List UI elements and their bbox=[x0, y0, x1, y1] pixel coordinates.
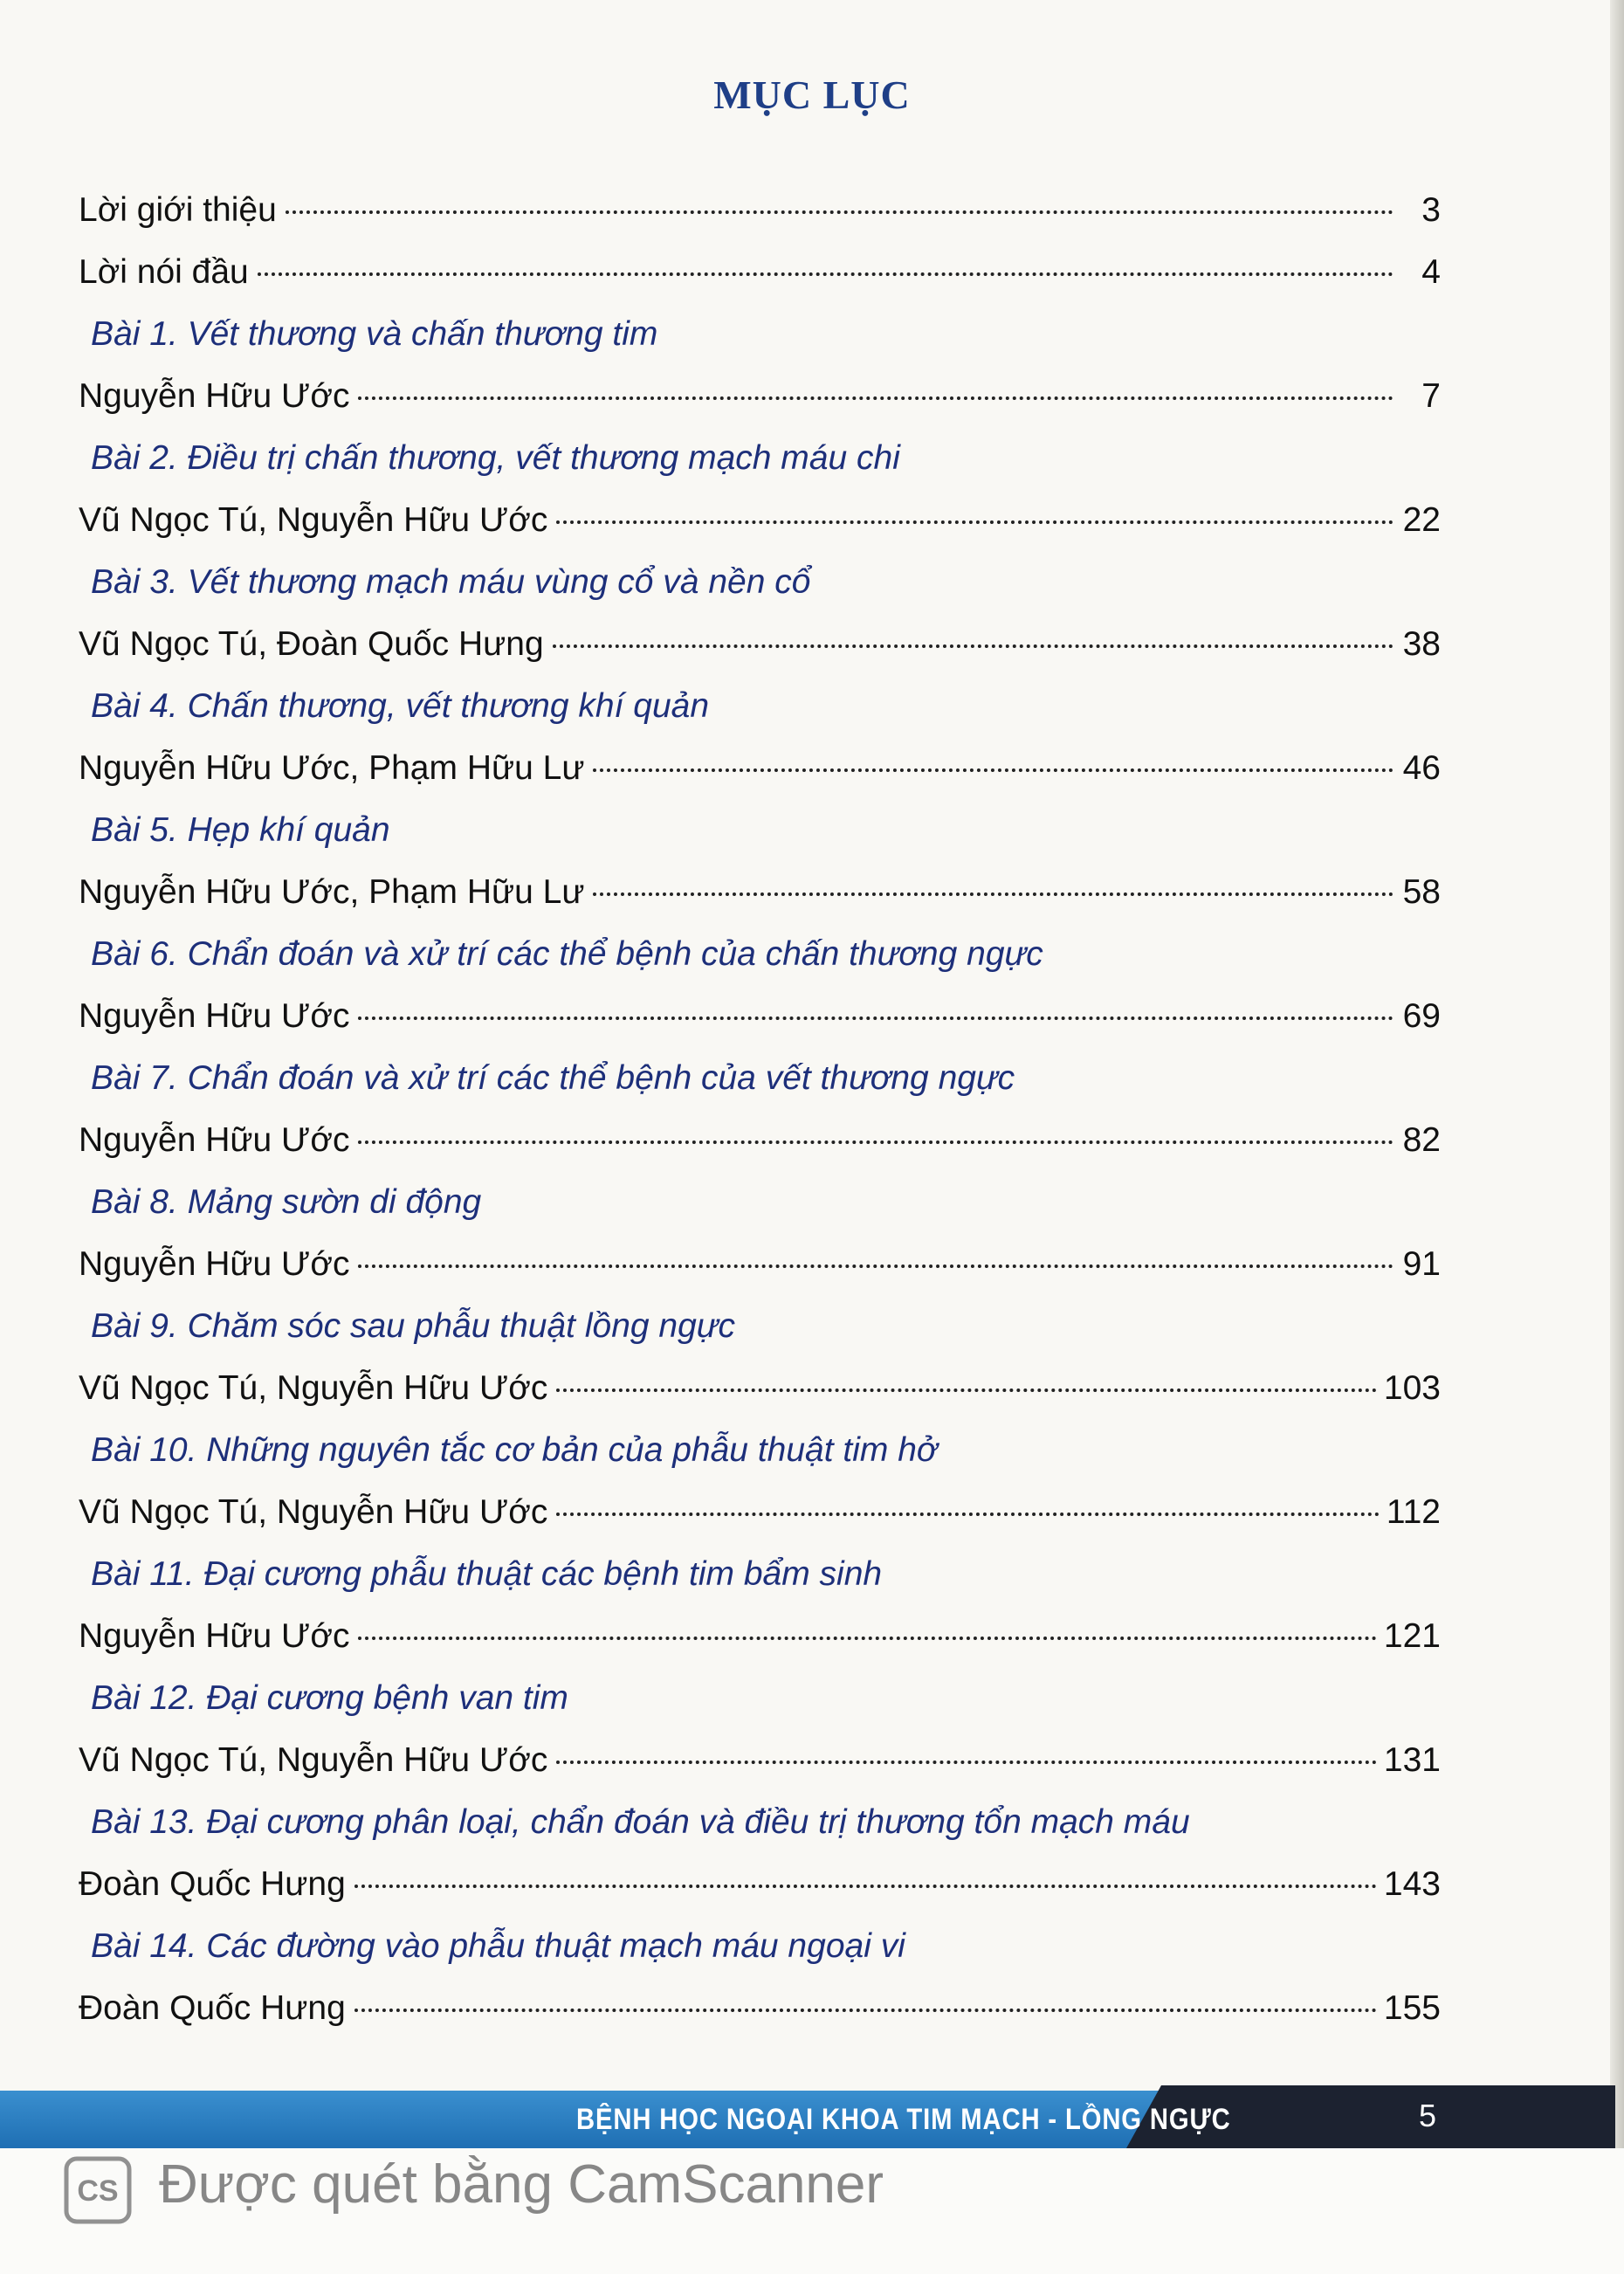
toc-entry-label: Lời giới thiệu bbox=[79, 191, 277, 229]
toc-entry-row bbox=[79, 613, 1441, 675]
dot-leader bbox=[358, 1140, 1393, 1144]
toc-page-number: 4 bbox=[1421, 253, 1441, 291]
camscanner-logo-icon bbox=[63, 2155, 133, 2225]
toc-entry-row bbox=[79, 179, 1441, 241]
toc-entry-label: Nguyễn Hữu Ước, Phạm Hữu Lư bbox=[79, 749, 585, 787]
toc-chapter-row bbox=[79, 1171, 1441, 1233]
toc-entry bbox=[79, 1109, 1441, 1171]
toc-entry-row bbox=[79, 1109, 1441, 1171]
page-edge-shadow bbox=[1610, 0, 1624, 2274]
dot-leader bbox=[358, 1016, 1393, 1020]
toc-entry bbox=[79, 985, 1441, 1047]
dot-leader bbox=[354, 1885, 1377, 1888]
toc-chapter-title: Bài 9. Chăm sóc sau phẫu thuật lồng ngực bbox=[91, 1307, 736, 1345]
toc-chapter-row bbox=[79, 1915, 1441, 1977]
toc-entry bbox=[79, 489, 1441, 551]
toc-chapter-title: Bài 4. Chấn thương, vết thương khí quản bbox=[91, 687, 710, 725]
toc-entry-label: Vũ Ngọc Tú, Đoàn Quốc Hưng bbox=[79, 625, 544, 663]
toc-page-number: 121 bbox=[1383, 1617, 1441, 1655]
page-number: 5 bbox=[1418, 2098, 1437, 2133]
dot-leader bbox=[556, 1513, 1379, 1516]
toc-chapter-title: Bài 5. Hẹp khí quản bbox=[91, 811, 390, 849]
scan-watermark-text: Được quét bằng CamScanner bbox=[159, 2154, 884, 2215]
toc-page-number: 3 bbox=[1421, 191, 1441, 229]
toc-entry-row bbox=[79, 1233, 1441, 1295]
toc-entry-label: Nguyễn Hữu Ước bbox=[79, 997, 350, 1035]
toc-chapter-row bbox=[79, 303, 1441, 365]
toc-page-number: 38 bbox=[1402, 625, 1441, 663]
toc-chapter-title: Bài 12. Đại cương bệnh van tim bbox=[91, 1679, 568, 1717]
toc-chapter-title: Bài 11. Đại cương phẫu thuật các bệnh tim bẩm sinh bbox=[91, 1555, 883, 1593]
toc-chapter-title: Bài 8. Mảng sườn di động bbox=[91, 1183, 482, 1221]
toc-chapter-row bbox=[79, 551, 1441, 613]
toc-entry-row bbox=[79, 1977, 1441, 2039]
toc-chapter-row bbox=[79, 799, 1441, 861]
toc-entry-row bbox=[79, 1481, 1441, 1543]
toc-entry-row bbox=[79, 1853, 1441, 1915]
toc-entry bbox=[79, 241, 1441, 303]
toc-chapter-title: Bài 13. Đại cương phân loại, chẩn đoán và điều trị thương tổn mạch máu bbox=[91, 1803, 1190, 1841]
toc-page-number: 58 bbox=[1402, 873, 1441, 911]
toc-entry bbox=[79, 1233, 1441, 1295]
toc-entry bbox=[79, 1977, 1441, 2039]
dot-leader bbox=[556, 1389, 1377, 1392]
toc-chapter-row bbox=[79, 1791, 1441, 1853]
toc-page-number: 46 bbox=[1402, 749, 1441, 787]
toc-page-number: 69 bbox=[1402, 997, 1441, 1035]
toc-entry-label: Nguyễn Hữu Ước bbox=[79, 377, 350, 415]
dot-leader bbox=[286, 210, 1393, 214]
dot-leader bbox=[553, 644, 1393, 648]
toc-entry-label: Nguyễn Hữu Ước, Phạm Hữu Lư bbox=[79, 873, 585, 911]
dot-leader bbox=[358, 1637, 1376, 1640]
toc-chapter-row bbox=[79, 1419, 1441, 1481]
toc-entry-label: Nguyễn Hữu Ước bbox=[79, 1121, 350, 1159]
toc-entry-row bbox=[79, 1605, 1441, 1667]
toc-entry bbox=[79, 1853, 1441, 1915]
toc-chapter-row bbox=[79, 1543, 1441, 1605]
toc-chapter-row bbox=[79, 675, 1441, 737]
toc-chapter-title: Bài 2. Điều trị chấn thương, vết thương mạch máu chi bbox=[91, 439, 900, 477]
toc-entry-row bbox=[79, 1357, 1441, 1419]
toc-entry-row bbox=[79, 489, 1441, 551]
toc-entry-label: Đoàn Quốc Hưng bbox=[79, 1989, 346, 2027]
toc-page-number: 143 bbox=[1383, 1865, 1441, 1903]
toc-entry bbox=[79, 613, 1441, 675]
toc-page-number: 91 bbox=[1402, 1245, 1441, 1283]
toc-entry bbox=[79, 1605, 1441, 1667]
toc-chapter-row bbox=[79, 1667, 1441, 1729]
toc-chapter-row bbox=[79, 427, 1441, 489]
toc-page-number: 82 bbox=[1402, 1121, 1441, 1159]
dot-leader bbox=[354, 2009, 1377, 2012]
toc-chapter-title: Bài 1. Vết thương và chấn thương tim bbox=[91, 315, 658, 353]
toc-entry-label: Vũ Ngọc Tú, Nguyễn Hữu Ước bbox=[79, 1369, 548, 1407]
dot-leader bbox=[593, 892, 1393, 896]
dot-leader bbox=[556, 520, 1393, 524]
dot-leader bbox=[358, 1264, 1393, 1268]
toc-entry bbox=[79, 365, 1441, 427]
toc-chapter-title: Bài 6. Chẩn đoán và xử trí các thể bệnh của chấn thương ngực bbox=[91, 935, 1043, 973]
toc-entry bbox=[79, 861, 1441, 923]
toc-entry bbox=[79, 179, 1441, 241]
toc-chapter-row bbox=[79, 923, 1441, 985]
toc-entry-label: Vũ Ngọc Tú, Nguyễn Hữu Ước bbox=[79, 1493, 548, 1531]
toc-page-number: 103 bbox=[1383, 1369, 1441, 1407]
toc-entry-row bbox=[79, 861, 1441, 923]
toc-entry-label: Vũ Ngọc Tú, Nguyễn Hữu Ước bbox=[79, 501, 548, 539]
toc-entry bbox=[79, 1481, 1441, 1543]
toc-page-number: 131 bbox=[1383, 1741, 1441, 1779]
toc-page-number: 7 bbox=[1421, 377, 1441, 415]
toc-chapter-title: Bài 10. Những nguyên tắc cơ bản của phẫu thuật tim hở bbox=[91, 1431, 938, 1469]
toc-chapter-title: Bài 14. Các đường vào phẫu thuật mạch máu ngoại vi bbox=[91, 1927, 905, 1965]
page-title: MỤC LỤC bbox=[713, 72, 911, 117]
toc-entry-label: Nguyễn Hữu Ước bbox=[79, 1617, 350, 1655]
toc-page-number: 155 bbox=[1383, 1989, 1441, 2027]
toc-entry-row bbox=[79, 1729, 1441, 1791]
toc-chapter-row bbox=[79, 1295, 1441, 1357]
toc-entry-row bbox=[79, 241, 1441, 303]
toc-entry-label: Đoàn Quốc Hưng bbox=[79, 1865, 346, 1903]
dot-leader bbox=[593, 768, 1393, 772]
toc-entry-label: Lời nói đầu bbox=[79, 253, 249, 291]
toc-entry-label: Vũ Ngọc Tú, Nguyễn Hữu Ước bbox=[79, 1741, 548, 1779]
dot-leader bbox=[556, 1761, 1377, 1764]
dot-leader bbox=[358, 396, 1393, 400]
dot-leader bbox=[258, 272, 1393, 276]
toc-entry-row bbox=[79, 985, 1441, 1047]
toc-chapter-row bbox=[79, 1047, 1441, 1109]
toc-entry-label: Nguyễn Hữu Ước bbox=[79, 1245, 350, 1283]
toc-entry-row bbox=[79, 737, 1441, 799]
toc-entry bbox=[79, 1357, 1441, 1419]
toc-chapter-title: Bài 7. Chẩn đoán và xử trí các thể bệnh của vết thương ngực bbox=[91, 1059, 1015, 1097]
toc-entry bbox=[79, 737, 1441, 799]
toc-page-number: 112 bbox=[1386, 1493, 1441, 1531]
toc-chapter-title: Bài 3. Vết thương mạch máu vùng cổ và nền cổ bbox=[91, 563, 811, 601]
footer-book-title: BỆNH HỌC NGOẠI KHOA TIM MẠCH - LỒNG NGỰC bbox=[576, 2103, 1231, 2136]
toc-page-number: 22 bbox=[1402, 501, 1441, 539]
toc-entry-row bbox=[79, 365, 1441, 427]
camscanner-logo-text: CS bbox=[77, 2174, 119, 2208]
table-of-contents bbox=[79, 179, 1441, 2039]
toc-entry bbox=[79, 1729, 1441, 1791]
